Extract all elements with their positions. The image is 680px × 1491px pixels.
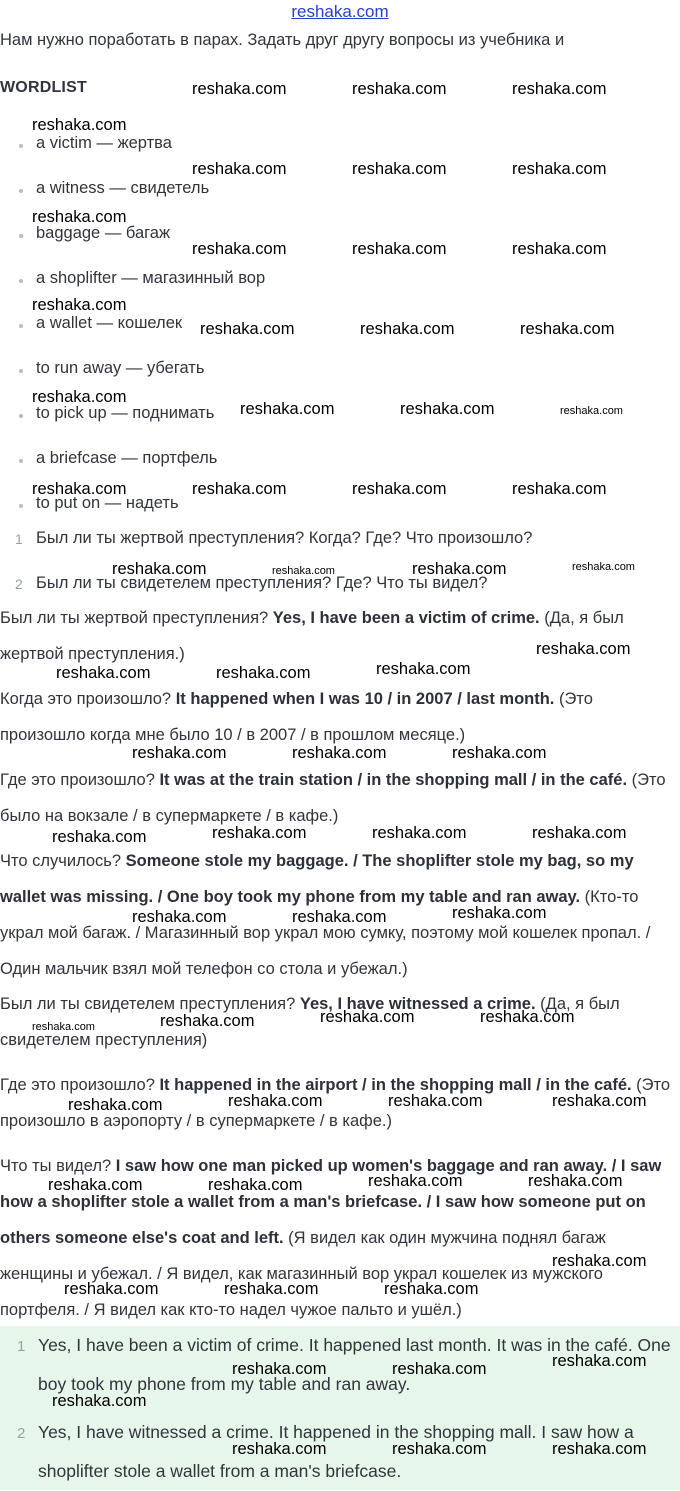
wordlist-item: baggage — багаж — [36, 224, 171, 242]
watermark-text: reshaka.com — [232, 1440, 327, 1458]
watermark-text: reshaka.com — [392, 1360, 487, 1378]
bullet-icon — [19, 369, 23, 373]
bullet-icon — [19, 414, 23, 418]
watermark-text: reshaka.com — [368, 1172, 463, 1190]
question-text: Был ли ты жертвой преступления? Когда? Где? Что произошло? — [36, 529, 533, 547]
watermark-text: reshaka.com — [536, 640, 631, 658]
watermark-text: reshaka.com — [32, 1021, 95, 1033]
watermark-text: reshaka.com — [452, 744, 547, 762]
qa-answer: I saw how one man picked up women's baggage and ran away. / I saw how a shoplifter stole a wallet from a man's briefcase. / I saw how someone put on others someone else's coat and left. — [0, 1157, 662, 1247]
qa-question: Когда это произошло? — [0, 690, 176, 708]
watermark-text: reshaka.com — [68, 1096, 163, 1114]
watermark-text: reshaka.com — [376, 660, 471, 678]
watermark-text: reshaka.com — [552, 1352, 647, 1370]
bullet-icon — [19, 459, 23, 463]
qa-translation: (Это произошло в аэропорту / в супермаркете / в кафе.) — [0, 1076, 671, 1130]
bullet-icon — [19, 279, 23, 283]
qa-answer: It happened in the airport / in the shopping mall / in the café. — [159, 1076, 632, 1094]
watermark-text: reshaka.com — [372, 824, 467, 842]
answer-number: 2 — [17, 1425, 26, 1442]
watermark-text: reshaka.com — [192, 240, 287, 258]
watermark-text: reshaka.com — [192, 160, 287, 178]
bullet-icon — [19, 189, 23, 193]
watermark-text: reshaka.com — [552, 1092, 647, 1110]
qa-answer: Yes, I have been a victim of crime. — [272, 609, 540, 627]
watermark-text: reshaka.com — [132, 908, 227, 926]
watermark-text: reshaka.com — [160, 1012, 255, 1030]
watermark-text: reshaka.com — [292, 908, 387, 926]
qa-question: Что ты видел? — [0, 1157, 116, 1175]
qa-question: Был ли ты свидетелем преступления? — [0, 995, 300, 1013]
wordlist-item: a shoplifter — магазинный вор — [36, 269, 266, 287]
watermark-text: reshaka.com — [32, 116, 127, 134]
watermark-text: reshaka.com — [352, 480, 447, 498]
wordlist-item: to run away — убегать — [36, 359, 205, 377]
watermark-text: reshaka.com — [240, 400, 335, 418]
qa-translation: (Да, я был жертвой преступления.) — [0, 609, 624, 663]
wordlist-item: a witness — свидетель — [36, 179, 210, 197]
watermark-text: reshaka.com — [452, 904, 547, 922]
qa-answer: Yes, I have witnessed a crime. — [299, 995, 536, 1013]
watermark-text: reshaka.com — [112, 560, 207, 578]
intro-text: Нам нужно поработать в парах. Задать друг другу вопросы из учебника и — [0, 31, 565, 49]
watermark-text: reshaka.com — [520, 320, 615, 338]
watermark-text: reshaka.com — [320, 1008, 415, 1026]
wordlist-item: a briefcase — портфель — [36, 449, 218, 467]
bullet-icon — [19, 234, 23, 238]
watermark-text: reshaka.com — [552, 1440, 647, 1458]
watermark-text: reshaka.com — [272, 565, 335, 577]
question-text: Был ли ты свидетелем преступления? Где? Что ты видел? — [36, 574, 488, 592]
watermark-text: reshaka.com — [572, 561, 635, 573]
watermark-text: reshaka.com — [292, 744, 387, 762]
qa-translation: (Я видел как один мужчина поднял багаж женщины и убежал. / Я видел, как магазинный вор украл кошелек из мужского портфеля. / Я видел как кто-то надел чужое пальто и ушёл.) — [0, 1229, 606, 1319]
watermark-text: reshaka.com — [400, 400, 495, 418]
wordlist-title: WORDLIST — [0, 79, 87, 96]
watermark-text: reshaka.com — [32, 388, 127, 406]
watermark-text: reshaka.com — [480, 1008, 575, 1026]
bullet-icon — [19, 504, 23, 508]
watermark-text: reshaka.com — [352, 160, 447, 178]
watermark-text: reshaka.com — [32, 480, 127, 498]
watermark-text: reshaka.com — [224, 1280, 319, 1298]
watermark-text: reshaka.com — [352, 80, 447, 98]
qa-question: Где это произошло? — [0, 1076, 160, 1094]
watermark-text: reshaka.com — [32, 208, 127, 226]
watermark-text: reshaka.com — [512, 240, 607, 258]
qa-answer: It happened when I was 10 / in 2007 / last month. — [175, 690, 555, 708]
watermark-text: reshaka.com — [512, 480, 607, 498]
qa-paragraph — [0, 600, 678, 672]
answer-text: Yes, I have been a victim of crime. It happened last month. It was in the café. One boy took my phone from my table and ran away. — [38, 1335, 671, 1394]
qa-translation: (Да, я был свидетелем преступления) — [0, 995, 620, 1049]
qa-answer: Someone stole my baggage. / The shoplifter stole my bag, so my wallet was missing. / One boy took my phone from my table and ran away. — [0, 852, 634, 906]
watermark-text: reshaka.com — [132, 744, 227, 762]
watermark-text: reshaka.com — [48, 1176, 143, 1194]
bullet-icon — [19, 144, 23, 148]
answer-number: 1 — [17, 1338, 26, 1355]
watermark-text: reshaka.com — [56, 664, 151, 682]
watermark-text: reshaka.com — [388, 1092, 483, 1110]
watermark-text: reshaka.com — [208, 1176, 303, 1194]
watermark-text: reshaka.com — [532, 824, 627, 842]
watermark-text: reshaka.com — [412, 560, 507, 578]
watermark-text: reshaka.com — [528, 1172, 623, 1190]
watermark-text: reshaka.com — [32, 296, 127, 314]
wordlist-item: a wallet — кошелек — [36, 314, 183, 332]
watermark-text: reshaka.com — [228, 1092, 323, 1110]
watermark-text: reshaka.com — [232, 1360, 327, 1378]
watermark-text: reshaka.com — [352, 240, 447, 258]
watermark-site-link[interactable]: reshaka.com — [291, 2, 389, 21]
qa-question: Где это произошло? — [0, 771, 160, 789]
answer-text: Yes, I have witnessed a crime. It happened in the shopping mall. I saw how a shoplifter stole a wallet from a man's briefcase. — [38, 1422, 634, 1481]
watermark-text: reshaka.com — [560, 405, 623, 417]
question-number: 2 — [15, 576, 23, 592]
qa-translation: (Кто-то украл мой багаж. / Магазинный вор украл мою сумку, поэтому мой кошелек пропал. / Один мальчик взял мой телефон со стола и убежал.) — [0, 888, 651, 978]
watermark-text: reshaka.com — [64, 1280, 159, 1298]
watermark-text: reshaka.com — [392, 1440, 487, 1458]
watermark-text: reshaka.com — [216, 664, 311, 682]
watermark-text: reshaka.com — [52, 828, 147, 846]
wordlist-item: to pick up — поднимать — [36, 404, 215, 422]
watermark-text: reshaka.com — [200, 320, 295, 338]
qa-translation: (Это произошло когда мне было 10 / в 2007 / в прошлом месяце.) — [0, 690, 593, 744]
wordlist-item: a victim — жертва — [36, 134, 172, 152]
wordlist-item: to put on — надеть — [36, 494, 179, 512]
qa-answer: It was at the train station / in the shopping mall / in the café. — [159, 771, 628, 789]
question-number: 1 — [15, 531, 23, 547]
watermark-text: reshaka.com — [192, 80, 287, 98]
qa-paragraph — [0, 681, 678, 753]
qa-question: Что случилось? — [0, 852, 126, 870]
qa-translation: (Это было на вокзале / в супермаркете / в кафе.) — [0, 771, 666, 825]
watermark-text: reshaka.com — [52, 1392, 147, 1410]
watermark-text: reshaka.com — [212, 824, 307, 842]
watermark-text: reshaka.com — [384, 1280, 479, 1298]
watermark-text: reshaka.com — [192, 480, 287, 498]
watermark-text: reshaka.com — [512, 160, 607, 178]
watermark-text: reshaka.com — [552, 1252, 647, 1270]
qa-question: Был ли ты жертвой преступления? — [0, 609, 273, 627]
watermark-text: reshaka.com — [512, 80, 607, 98]
watermark-text: reshaka.com — [360, 320, 455, 338]
bullet-icon — [19, 324, 23, 328]
